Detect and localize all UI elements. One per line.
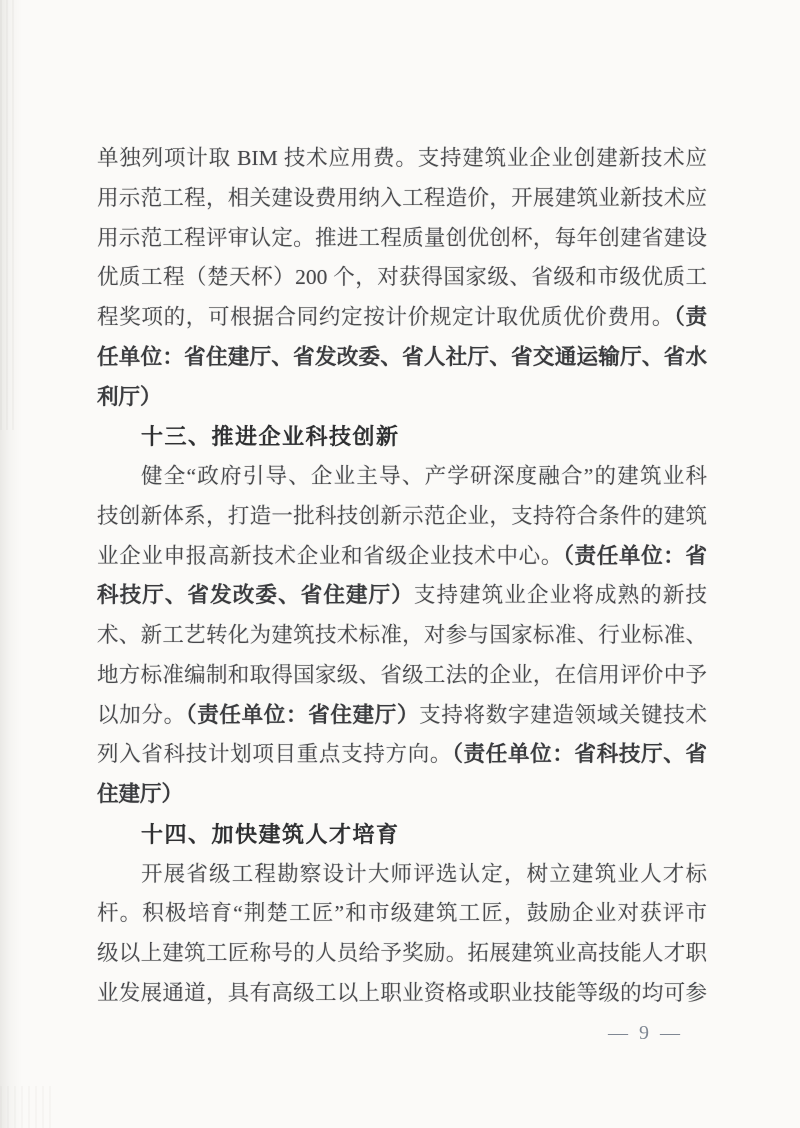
text-line <box>97 855 707 895</box>
section-heading <box>97 815 707 855</box>
text-line <box>97 775 707 815</box>
responsible-unit-text: 科技厅、省发改委、省住建厅） <box>97 583 414 608</box>
body-text: 技创新体系，打造一批科技创新示范企业，支持符合条件的建筑 <box>97 503 707 528</box>
body-text: 地方标准编制和取得国家级、省级工法的企业，在信用评价中予 <box>97 662 707 687</box>
responsible-unit-text: （责任单位：省住建厅） <box>185 702 420 727</box>
body-text: 业企业申报高新技术企业和省级企业技术中心。 <box>97 543 564 568</box>
text-line <box>97 497 707 537</box>
text-line <box>97 696 707 736</box>
responsible-unit-text: 任单位：省住建厅、省发改委、省人社厅、省交通运输厅、省水 <box>97 344 707 369</box>
responsible-unit-text: （责任单位：省 <box>563 543 707 568</box>
body-text: 程奖项的，可根据合同约定按计价规定计取优质优价费用。 <box>97 305 675 329</box>
responsible-unit-text: （责 <box>674 305 707 329</box>
body-text: 用示范工程，相关建设费用纳入工程造价，开展建筑业新技术应 <box>97 185 707 210</box>
scan-streak-artifact-bottom <box>0 1086 56 1128</box>
text-line <box>97 537 707 577</box>
body-text: 用示范工程评审认定。推进工程质量创优创杯，每年创建省建设 <box>97 225 707 250</box>
text-line <box>97 378 707 418</box>
text-line <box>97 735 707 775</box>
text-line <box>97 219 707 259</box>
text-line <box>97 139 707 179</box>
body-text: 术、新工艺转化为建筑技术标准，对参与国家标准、行业标准、 <box>97 623 707 647</box>
text-line <box>97 656 707 696</box>
scan-shadow-left <box>0 0 22 1128</box>
text-line <box>97 338 707 378</box>
section-heading <box>97 417 707 457</box>
responsible-unit-text: （责任单位：省科技厅、省 <box>452 742 707 767</box>
body-text: 开展省级工程勘察设计大师评选认定，树立建筑业人才标 <box>141 861 707 886</box>
text-line <box>97 934 707 974</box>
text-line <box>97 576 707 616</box>
body-text: 支持建筑业企业将成熟的新技 <box>413 583 707 608</box>
text-line <box>97 258 707 298</box>
body-text: 健全“政府引导、企业主导、产学研深度融合”的建筑业科 <box>141 464 707 488</box>
body-text: 列入省科技计划项目重点支持方向。 <box>97 742 453 767</box>
document-body <box>97 139 707 1014</box>
text-line <box>97 974 707 1014</box>
body-text: 支持将数字建造领域关键技术 <box>419 702 707 727</box>
text-line <box>97 894 707 934</box>
text-line <box>97 179 707 219</box>
body-text: 杆。积极培育“荆楚工匠”和市级建筑工匠，鼓励企业对获评市 <box>97 901 707 926</box>
body-text: 单独列项计取 BIM 技术应用费。支持建筑业企业创建新技术应 <box>97 146 707 170</box>
scan-streak-artifact-top <box>0 0 16 430</box>
text-line <box>97 457 707 497</box>
body-text: 十四、加快建筑人才培育 <box>141 821 400 847</box>
body-text: 优质工程（楚天杯）200 个，对获得国家级、省级和市级优质工 <box>97 265 707 290</box>
body-text: 级以上建筑工匠称号的人员给予奖励。拓展建筑业高技能人才职 <box>97 941 707 965</box>
body-text: 业发展通道，具有高级工以上职业资格或职业技能等级的均可参 <box>97 980 707 1005</box>
responsible-unit-text: 住建厅） <box>97 782 184 806</box>
text-line <box>97 616 707 656</box>
text-line <box>97 298 707 338</box>
page-number: — 9 — <box>608 1022 683 1044</box>
responsible-unit-text: 利厅） <box>97 384 162 409</box>
body-text: 十三、推进企业科技创新 <box>141 424 400 450</box>
body-text: 以加分。 <box>97 702 186 727</box>
